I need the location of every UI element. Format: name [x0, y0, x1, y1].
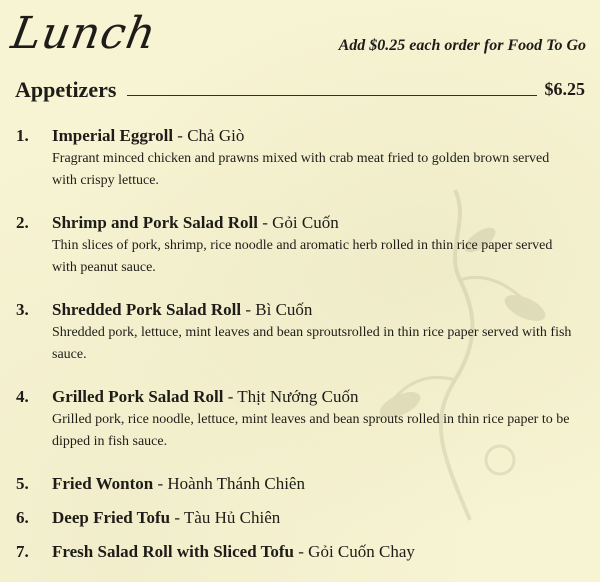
item-number: 2. — [16, 213, 29, 232]
item-number: 1. — [16, 126, 29, 145]
section-divider-line — [127, 95, 537, 96]
item-number: 7. — [16, 542, 29, 561]
item-content — [52, 213, 576, 279]
item-vietnamese-name: Tàu Hủ Chiên — [183, 508, 281, 527]
menu-item — [16, 542, 576, 562]
menu-item — [16, 126, 576, 192]
item-name: Fried Wonton — [52, 474, 154, 493]
item-title-line — [52, 300, 576, 320]
item-description: Grilled pork, rice noodle, lettuce, mint leaves and bean sprouts rolled in thin rice paper to be dipped in fish sauce. — [52, 412, 570, 449]
item-title-line — [52, 474, 576, 494]
menu-item — [16, 508, 576, 528]
to-go-note: Add $0.25 each order for Food To Go — [338, 37, 586, 54]
item-number: 5. — [16, 474, 29, 493]
item-name: Grilled Pork Salad Roll — [52, 387, 224, 406]
item-separator: - — [241, 300, 256, 319]
item-content — [52, 300, 576, 366]
appetizer-list — [16, 126, 576, 576]
menu-item — [16, 474, 576, 494]
item-separator: - — [223, 387, 238, 406]
item-title-line — [52, 126, 576, 146]
item-separator: - — [257, 213, 273, 232]
item-vietnamese-name: Gỏi Cuốn — [272, 213, 339, 232]
item-description: Fragrant minced chicken and prawns mixed with crab meat fried to golden brown served with crispy lettuce. — [52, 151, 550, 188]
item-vietnamese-name: Thịt Nướng Cuốn — [237, 387, 359, 406]
menu-header — [0, 0, 600, 78]
item-title-line — [52, 508, 576, 528]
item-name: Deep Fried Tofu — [52, 508, 171, 527]
item-separator: - — [153, 474, 168, 493]
section-title: Appetizers — [15, 77, 122, 103]
appetizers-section-header — [15, 77, 585, 107]
item-vietnamese-name: Bì Cuốn — [255, 300, 313, 319]
item-name: Shredded Pork Salad Roll — [52, 300, 242, 319]
item-number: 3. — [16, 300, 29, 319]
item-title-line — [52, 213, 576, 233]
item-vietnamese-name: Hoành Thánh Chiên — [167, 474, 305, 493]
item-title-line — [52, 387, 576, 407]
item-separator: - — [173, 126, 188, 145]
item-content — [52, 542, 576, 562]
item-separator: - — [294, 542, 309, 561]
item-separator: - — [170, 508, 184, 527]
item-name: Imperial Eggroll — [52, 126, 174, 145]
item-description: Shredded pork, lettuce, mint leaves and bean sproutsrolled in thin rice paper served with fish sauce. — [52, 325, 572, 362]
menu-item — [16, 300, 576, 366]
item-content — [52, 508, 576, 528]
item-vietnamese-name: Chả Giò — [187, 126, 245, 145]
item-content — [52, 126, 576, 192]
item-description: Thin slices of pork, shrimp, rice noodle and aromatic herb rolled in thin rice paper served with peanut sauce. — [52, 238, 553, 275]
item-title-line — [52, 542, 576, 562]
item-name: Shrimp and Pork Salad Roll — [52, 213, 258, 232]
menu-title: Lunch — [7, 8, 161, 59]
item-number: 6. — [16, 508, 29, 527]
section-price: $6.25 — [544, 79, 585, 99]
menu-item — [16, 213, 576, 279]
item-name: Fresh Salad Roll with Sliced Tofu — [52, 542, 294, 561]
menu-item — [16, 387, 576, 453]
item-content — [52, 474, 576, 494]
item-number: 4. — [16, 387, 29, 406]
item-content — [52, 387, 576, 453]
item-vietnamese-name: Gỏi Cuốn Chay — [308, 542, 415, 561]
